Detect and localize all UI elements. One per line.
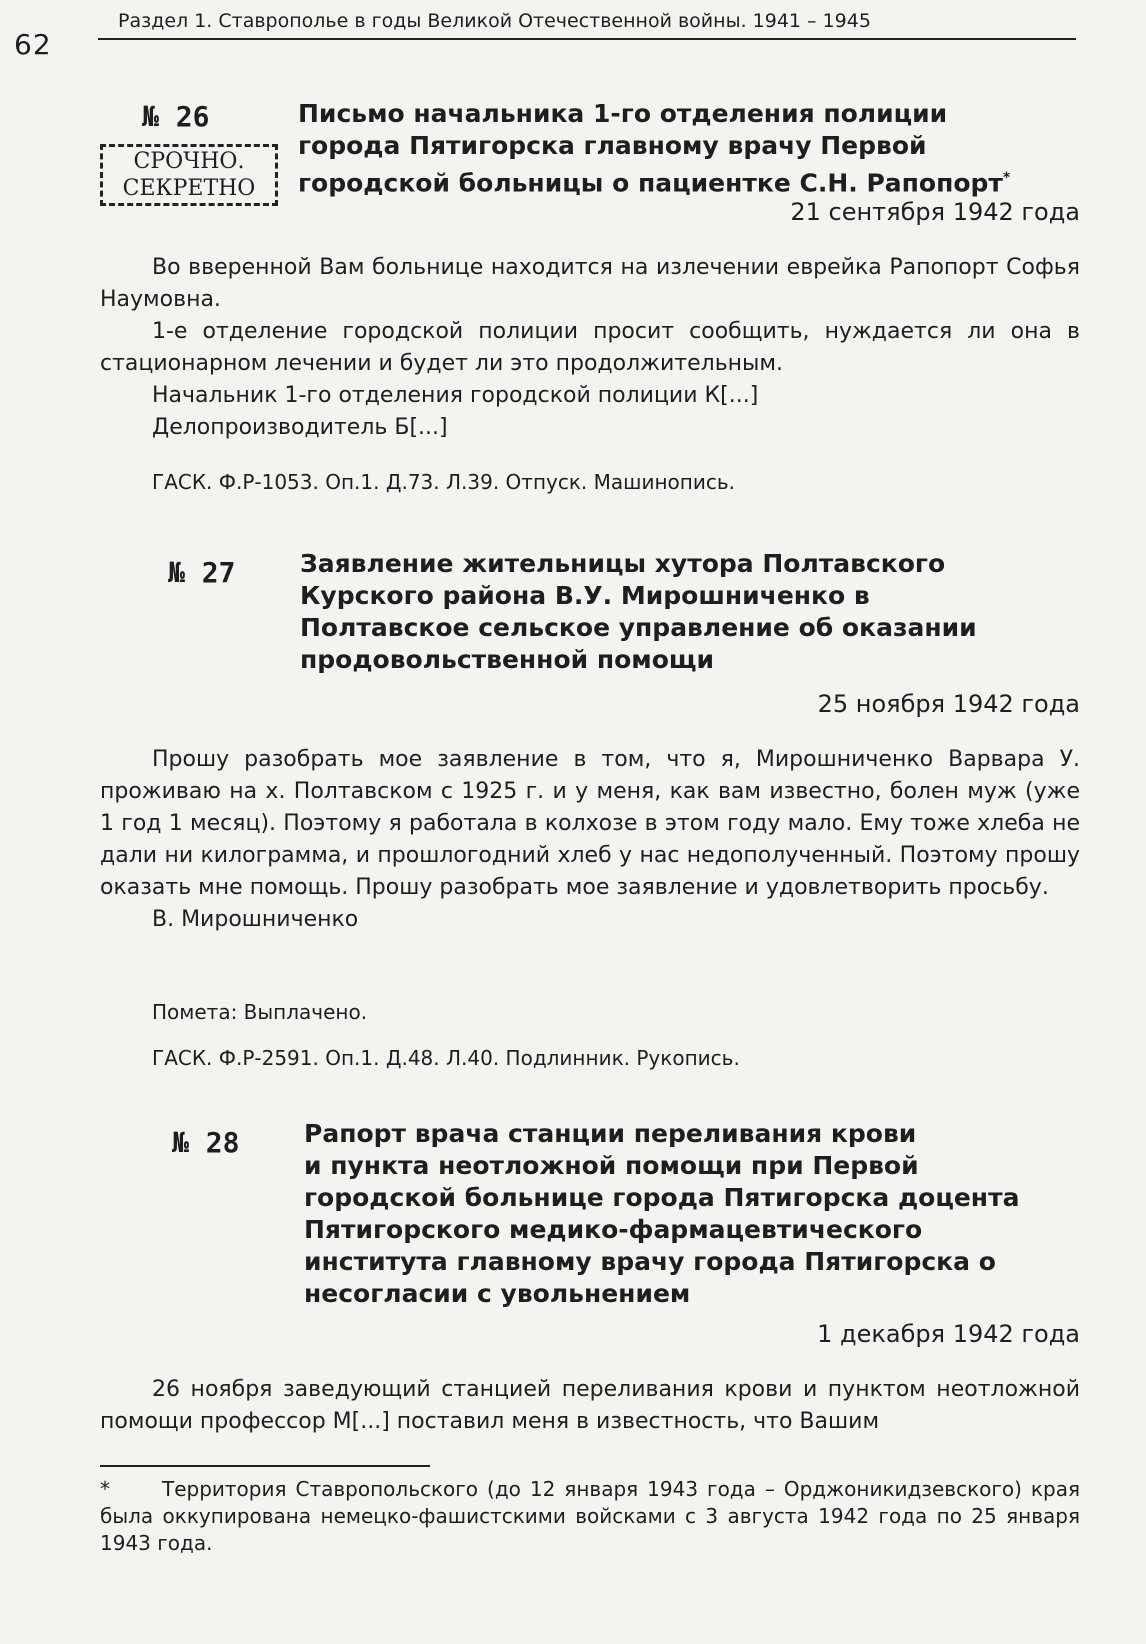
doc-27-note: Помета: Выплачено.	[152, 1000, 368, 1024]
signature-line: Начальник 1-го отделения городской полиции К[...]	[152, 383, 759, 408]
footnote-mark: *	[1002, 170, 1011, 186]
doc-27-number: № 27	[168, 556, 236, 589]
title-line: Заявление жительницы хутора Полтавского	[300, 549, 946, 578]
title-line: города Пятигорска главному врачу Первой	[298, 131, 927, 160]
title-line: продовольственной помощи	[300, 645, 715, 674]
stamp-line-urgent: СРОЧНО.	[133, 149, 245, 174]
page-number: 62	[14, 28, 52, 61]
title-line: и пункта неотложной помощи при Первой	[304, 1151, 919, 1180]
doc-26-date: 21 сентября 1942 года	[790, 198, 1080, 226]
doc-27-title	[300, 548, 977, 676]
doc-26-source: ГАСК. Ф.Р-1053. Оп.1. Д.73. Л.39. Отпуск. Машинопись.	[152, 470, 735, 494]
footnote	[100, 1476, 1080, 1557]
header-rule	[98, 38, 1076, 40]
doc-26-title	[298, 98, 1010, 199]
title-line: Пятигорского медико-фармацевтического	[304, 1215, 923, 1244]
doc-26-number: № 26	[142, 100, 210, 133]
doc-26-body	[100, 252, 1080, 444]
running-head: Раздел 1. Ставрополье в годы Великой Отечественной войны. 1941 – 1945	[118, 10, 871, 32]
footnote-rule	[100, 1465, 430, 1467]
doc-27-date: 25 ноября 1942 года	[817, 690, 1080, 718]
title-line: Полтавское сельское управление об оказании	[300, 613, 977, 642]
doc-28-title	[304, 1118, 1019, 1310]
title-line-text: городской больницы о пациентке С.Н. Рапопорт	[298, 168, 1003, 198]
title-line: Рапорт врача станции переливания крови	[304, 1119, 917, 1148]
secrecy-stamp	[100, 144, 278, 206]
paragraph: 26 ноября заведующий станцией переливания крови и пунктом неотложной помощи профессор М[...] поставил меня в известность, что Вашим	[100, 1377, 1080, 1434]
doc-28-date: 1 декабря 1942 года	[817, 1320, 1080, 1348]
doc-28-number: № 28	[172, 1126, 240, 1159]
title-line	[298, 162, 1010, 199]
title-line: Письмо начальника 1-го отделения полиции	[298, 99, 948, 128]
signature-line: В. Мирошниченко	[152, 907, 359, 932]
doc-28-body	[100, 1374, 1080, 1438]
doc-27-body	[100, 744, 1080, 936]
doc-27-source: ГАСК. Ф.Р-2591. Оп.1. Д.48. Л.40. Подлинник. Рукопись.	[152, 1046, 740, 1070]
footnote-text: Территория Ставропольского (до 12 января 1943 года – Орджоникидзевского) края была оккупирована немецко-фашистскими войсками с 3 августа 1942 года по 25 января 1943 года.	[100, 1477, 1080, 1555]
footnote-marker: *	[100, 1477, 110, 1501]
paragraph: Прошу разобрать мое заявление в том, что я, Мирошниченко Варвара У. проживаю на х. Полтавском с 1925 г. и у меня, как вам известно, болен муж (уже 1 год 1 месяц). Поэтому я работала в колхозе в этом году мало. Ему тоже хлеба не дали ни килограмма, и прошлогодний хлеб у нас недополученный. Поэтому прошу оказать мне помощь. Прошу разобрать мое заявление и удовлетворить просьбу.	[100, 747, 1080, 900]
paragraph: Во вверенной Вам больнице находится на излечении еврейка Рапопорт Софья Наумовна.	[100, 255, 1080, 312]
stamp-line-secret: СЕКРЕТНО	[122, 176, 256, 201]
signature-line: Делопроизводитель Б[...]	[152, 415, 448, 440]
paragraph: 1-е отделение городской полиции просит сообщить, нуждается ли она в стационарном лечении и будет ли это продолжительным.	[100, 319, 1080, 376]
title-line: несогласии с увольнением	[304, 1279, 691, 1308]
title-line: городской больнице города Пятигорска доцента	[304, 1183, 1020, 1212]
title-line: института главному врачу города Пятигорска о	[304, 1247, 996, 1276]
title-line: Курского района В.У. Мирошниченко в	[300, 581, 870, 610]
